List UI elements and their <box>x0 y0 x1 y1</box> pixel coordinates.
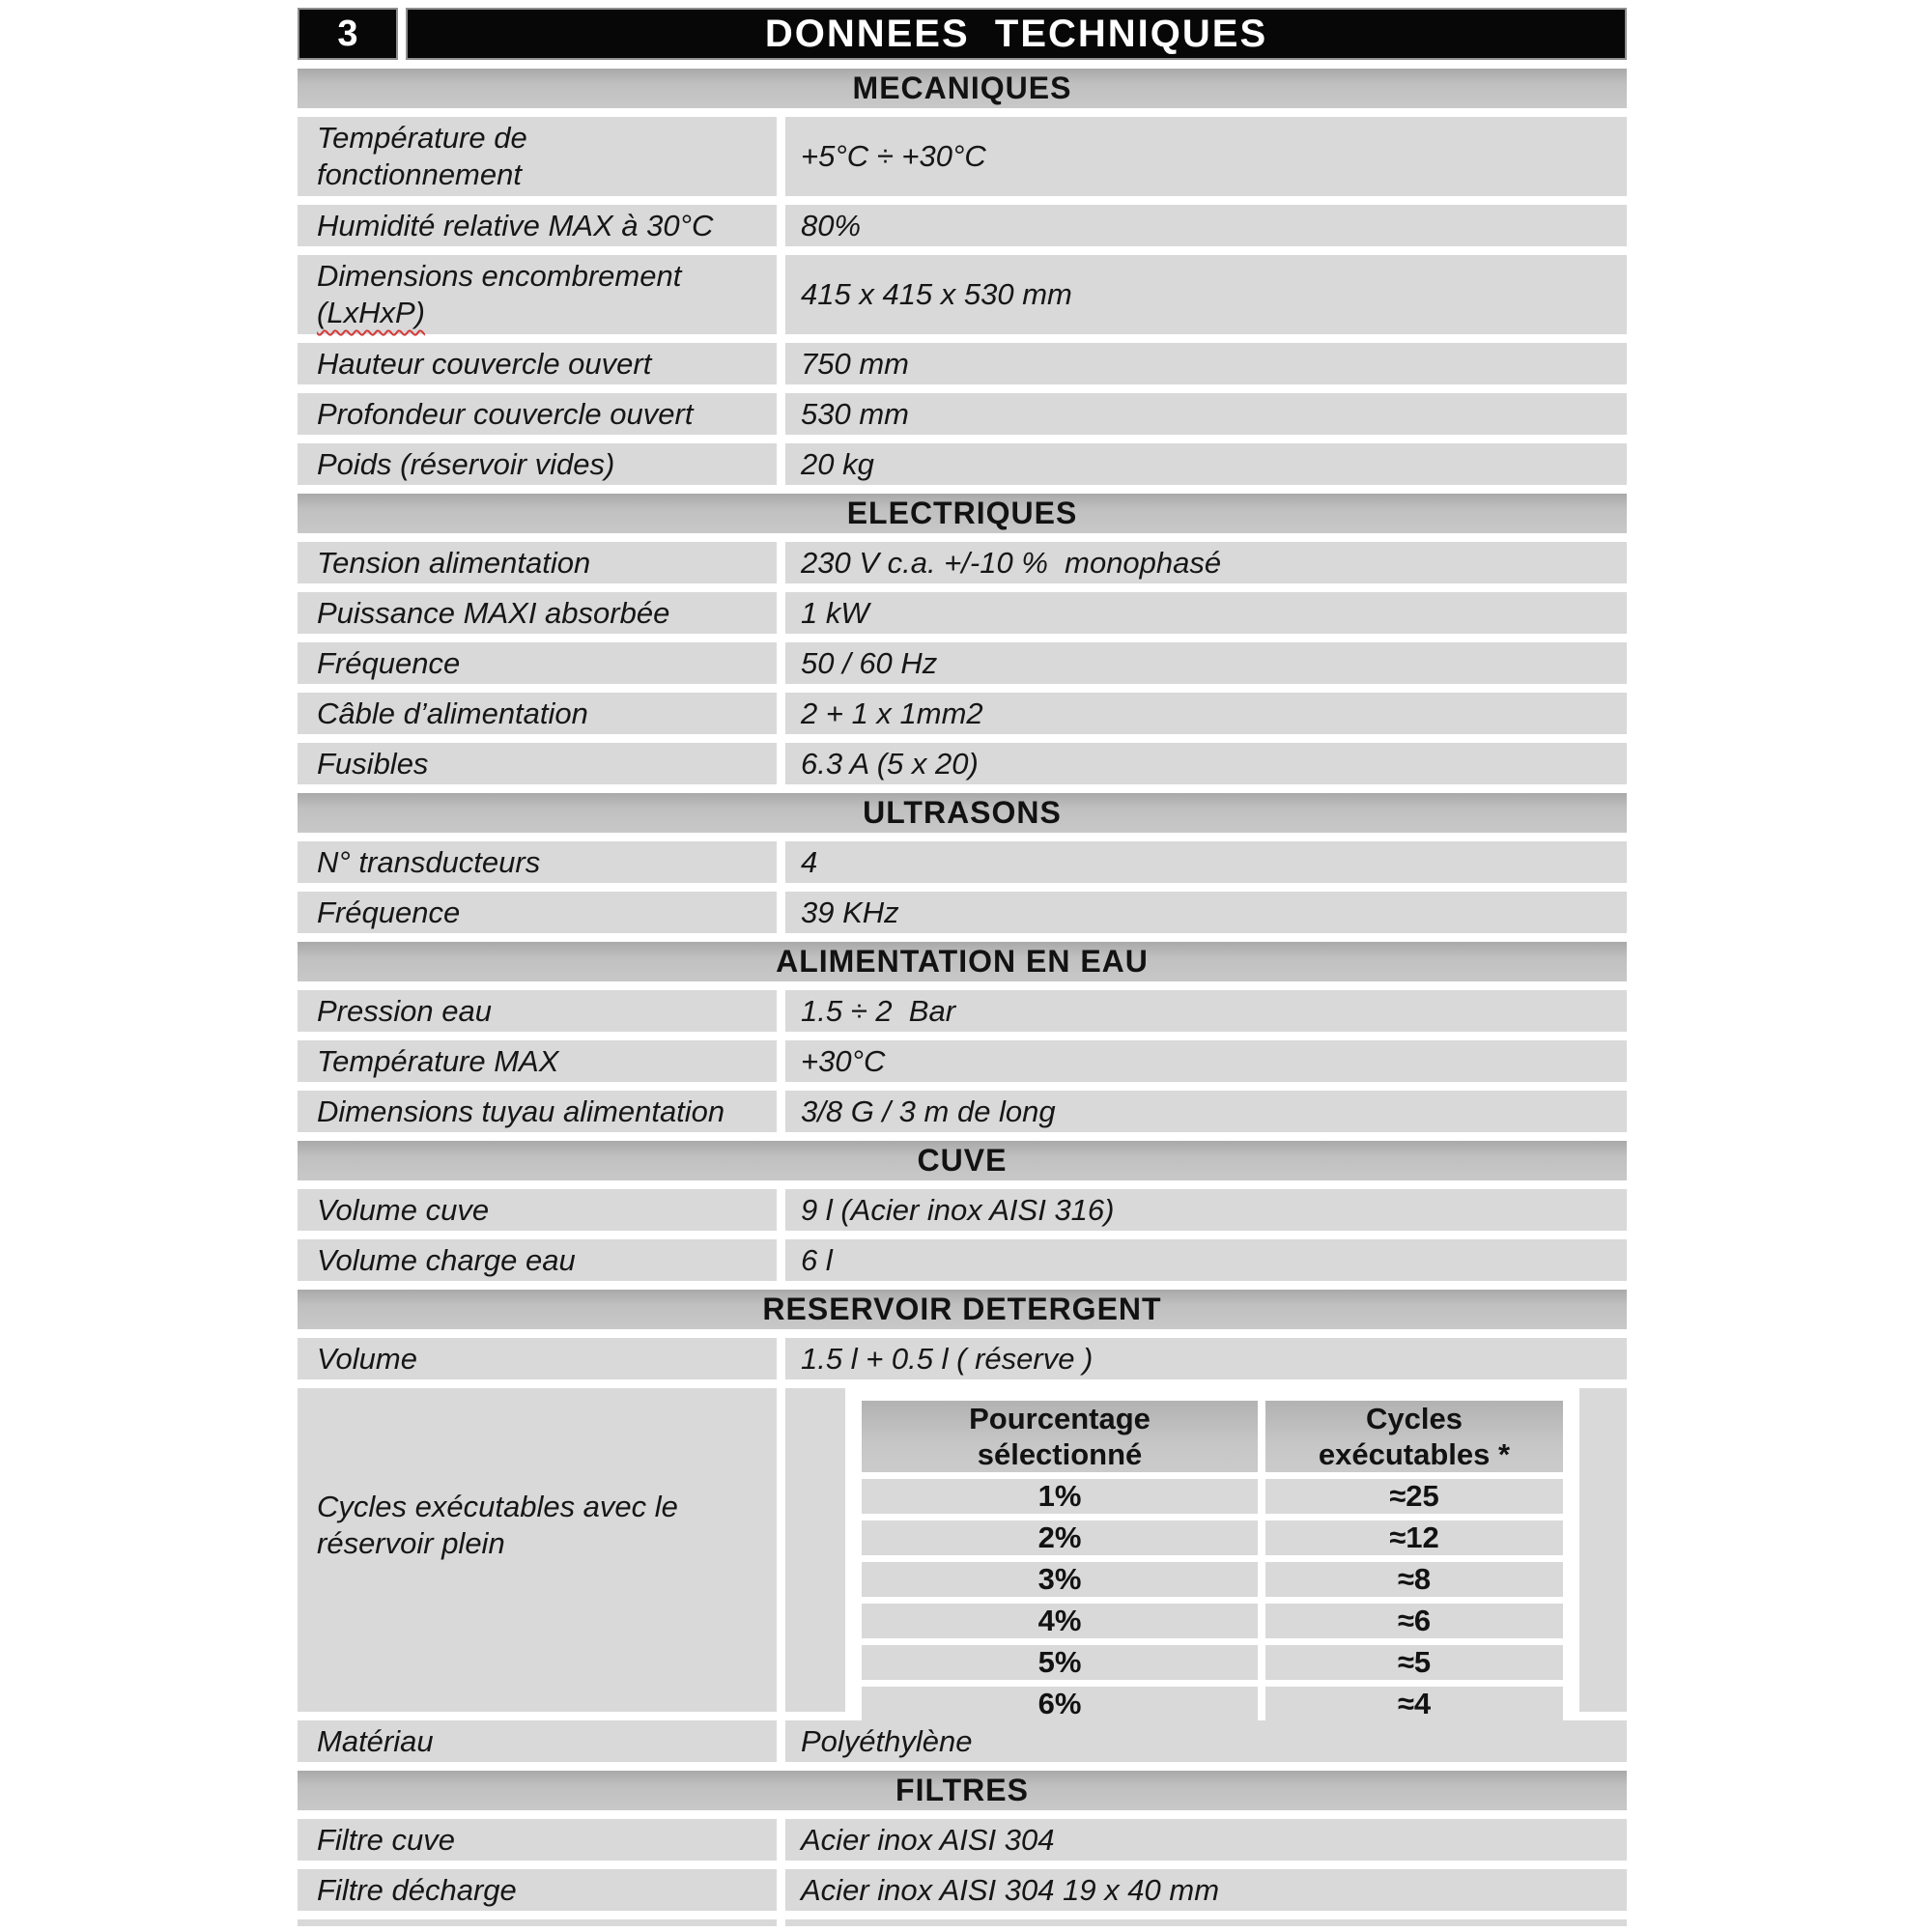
row-value: 6 l <box>785 1239 1627 1281</box>
row-value: 530 mm <box>785 393 1627 435</box>
cycles-cell: ≈25 <box>1265 1479 1563 1514</box>
row-value: 1.5 l + 0.5 l ( réserve ) <box>785 1338 1627 1379</box>
row-value: 750 mm <box>785 343 1627 384</box>
row-label <box>298 693 777 734</box>
section-header-cuve: CUVE <box>298 1141 1627 1180</box>
row-value: 3/8 G / 3 m de long <box>785 1091 1627 1132</box>
row-label <box>298 205 777 246</box>
row-value: Polyéthylène <box>785 1720 1627 1762</box>
row-value: 415 x 415 x 530 mm <box>785 255 1627 334</box>
row-label <box>298 443 777 485</box>
pct-cell: 4% <box>862 1604 1258 1638</box>
cycles-cell: ≈4 <box>1265 1687 1563 1721</box>
col-header-cycles <box>1265 1401 1563 1472</box>
row-value: 1.5 ÷ 2 Bar <box>785 990 1627 1032</box>
pct-cell: 5% <box>862 1645 1258 1680</box>
row-label <box>298 1040 777 1082</box>
row-value: 230 V c.a. +/-10 % monophasé <box>785 542 1627 583</box>
row-label <box>298 542 777 583</box>
row-label-line: Matériau <box>317 1723 434 1758</box>
col-header-line: Cycles <box>1366 1402 1463 1435</box>
pct-cell: 6% <box>862 1687 1258 1721</box>
table-row-frequence-secteur <box>298 642 1627 684</box>
row-label <box>298 1239 777 1281</box>
table-row-filtre-decharge <box>298 1869 1627 1911</box>
table-row-hauteur-couvercle <box>298 343 1627 384</box>
cycles-cell: ≈5 <box>1265 1645 1563 1680</box>
row-value: 50 / 60 Hz <box>785 642 1627 684</box>
row-label-line: Température de <box>317 121 527 155</box>
cycles-table-row <box>862 1479 1563 1514</box>
row-label-line: Pression eau <box>317 993 492 1028</box>
row-label-line: Filtre cuve <box>317 1822 455 1857</box>
table-row-volume-cuve <box>298 1189 1627 1231</box>
cycles-table <box>862 1388 1563 1720</box>
row-value: 20 kg <box>785 443 1627 485</box>
cycles-cell: ≈6 <box>1265 1604 1563 1638</box>
row-label-line: Volume cuve <box>317 1192 490 1227</box>
col-header-pourcentage <box>862 1401 1258 1472</box>
misspelled-word: (LxHxP) <box>317 296 425 329</box>
cycles-table-row <box>862 1562 1563 1597</box>
cycles-table-row <box>862 1520 1563 1555</box>
row-label-line: Dimensions encombrement <box>317 259 682 293</box>
table-row-tension <box>298 542 1627 583</box>
table-row-cable-alimentation <box>298 693 1627 734</box>
table-row-humidite <box>298 205 1627 246</box>
title-bar <box>298 8 1627 60</box>
table-row-volume-charge-eau <box>298 1239 1627 1281</box>
row-label-line: Volume <box>317 1341 417 1376</box>
row-label-line: N° transducteurs <box>317 844 541 879</box>
row-label <box>298 343 777 384</box>
row-label <box>298 1819 777 1861</box>
row-label <box>298 393 777 435</box>
table-row-fusibles <box>298 743 1627 784</box>
cycles-cell: ≈12 <box>1265 1520 1563 1555</box>
table-row-dimensions-encombrement <box>298 255 1627 334</box>
row-label-line: Cycles exécutables avec le <box>317 1490 678 1523</box>
row-label-line: Câble d’alimentation <box>317 696 588 730</box>
cycles-table-header-row <box>862 1401 1563 1472</box>
table-row-filtre-cuve <box>298 1819 1627 1861</box>
table-row-temperature-fonctionnement <box>298 117 1627 196</box>
row-label-line: Fréquence <box>317 645 461 680</box>
pct-cell: 3% <box>862 1562 1258 1597</box>
row-label-line: Hauteur couvercle ouvert <box>317 346 652 381</box>
row-value: 39 KHz <box>785 892 1627 933</box>
chapter-number: 3 <box>298 8 398 60</box>
row-label-line <box>317 295 769 331</box>
row-label <box>298 255 777 334</box>
table-row-transducteurs <box>298 841 1627 883</box>
row-label <box>298 1869 777 1911</box>
row-label-line: Dimensions tuyau alimentation <box>317 1094 725 1128</box>
cycles-table-area <box>785 1388 1627 1720</box>
row-label <box>298 117 777 196</box>
table-row-pression-eau <box>298 990 1627 1032</box>
row-label-line: Puissance MAXI absorbée <box>317 595 670 630</box>
row-value: 4 <box>785 841 1627 883</box>
row-value: +5°C ÷ +30°C <box>785 117 1627 196</box>
row-value: 6.3 A (5 x 20) <box>785 743 1627 784</box>
row-label-line: Fréquence <box>317 895 461 929</box>
row-label <box>298 1388 777 1712</box>
row-label <box>298 1091 777 1132</box>
spacer <box>845 1388 862 1712</box>
row-label <box>298 1720 777 1762</box>
row-label-line: Fusibles <box>317 746 429 781</box>
row-label <box>298 1189 777 1231</box>
row-value: 2 + 1 x 1mm2 <box>785 693 1627 734</box>
section-header-electriques: ELECTRIQUES <box>298 494 1627 533</box>
table-row-temperature-max <box>298 1040 1627 1082</box>
row-value: +30°C <box>785 1040 1627 1082</box>
cycles-table-row <box>862 1645 1563 1680</box>
row-label-line: Poids (réservoir vides) <box>317 446 615 481</box>
pct-cell: 2% <box>862 1520 1258 1555</box>
row-label <box>298 892 777 933</box>
cycles-table-row <box>862 1687 1563 1721</box>
row-label <box>298 743 777 784</box>
section-header-alimentation-eau: ALIMENTATION EN EAU <box>298 942 1627 981</box>
row-label-line: Humidité relative MAX à 30°C <box>317 208 714 242</box>
section-header-ultrasons: ULTRASONS <box>298 793 1627 833</box>
row-label-line: fonctionnement <box>317 157 522 191</box>
row-label-line: Filtre décharge <box>317 1872 517 1907</box>
row-label <box>298 1338 777 1379</box>
cutoff-row <box>298 1919 1627 1926</box>
row-value: Acier inox AISI 304 <box>785 1819 1627 1861</box>
spacer <box>1563 1388 1579 1712</box>
table-row-tuyau-alimentation <box>298 1091 1627 1132</box>
cell-filler-strip-right <box>1579 1388 1627 1712</box>
row-value: 1 kW <box>785 592 1627 634</box>
col-header-line: sélectionné <box>977 1437 1143 1471</box>
row-label <box>298 642 777 684</box>
row-label <box>298 592 777 634</box>
row-value: Acier inox AISI 304 19 x 40 mm <box>785 1869 1627 1911</box>
cutoff-cell <box>298 1919 777 1926</box>
col-header-line: exécutables * <box>1318 1437 1511 1471</box>
cell-filler-strip-left <box>785 1388 845 1712</box>
technical-data-sheet <box>298 8 1627 1926</box>
row-label-line: Tension alimentation <box>317 545 591 580</box>
table-row-volume-reservoir <box>298 1338 1627 1379</box>
cycles-cell: ≈8 <box>1265 1562 1563 1597</box>
row-label-line: Volume charge eau <box>317 1242 576 1277</box>
row-label-line: réservoir plein <box>317 1526 505 1560</box>
section-header-reservoir-detergent: RESERVOIR DETERGENT <box>298 1290 1627 1329</box>
table-row-cycles-executables <box>298 1388 1627 1720</box>
col-header-line: Pourcentage <box>969 1402 1151 1435</box>
pct-cell: 1% <box>862 1479 1258 1514</box>
table-row-puissance <box>298 592 1627 634</box>
cycles-table-row <box>862 1604 1563 1638</box>
cutoff-cell <box>785 1919 1627 1926</box>
table-row-profondeur-couvercle <box>298 393 1627 435</box>
row-label <box>298 841 777 883</box>
section-header-filtres: FILTRES <box>298 1771 1627 1810</box>
table-row-poids <box>298 443 1627 485</box>
row-value: 9 l (Acier inox AISI 316) <box>785 1189 1627 1231</box>
row-value: 80% <box>785 205 1627 246</box>
table-row-materiau <box>298 1720 1627 1762</box>
table-row-frequence-ultrasons <box>298 892 1627 933</box>
section-header-mecaniques: MECANIQUES <box>298 69 1627 108</box>
row-label <box>298 990 777 1032</box>
page-title: DONNEES TECHNIQUES <box>406 8 1627 60</box>
row-label-line: Température MAX <box>317 1043 559 1078</box>
row-label-line: Profondeur couvercle ouvert <box>317 396 694 431</box>
